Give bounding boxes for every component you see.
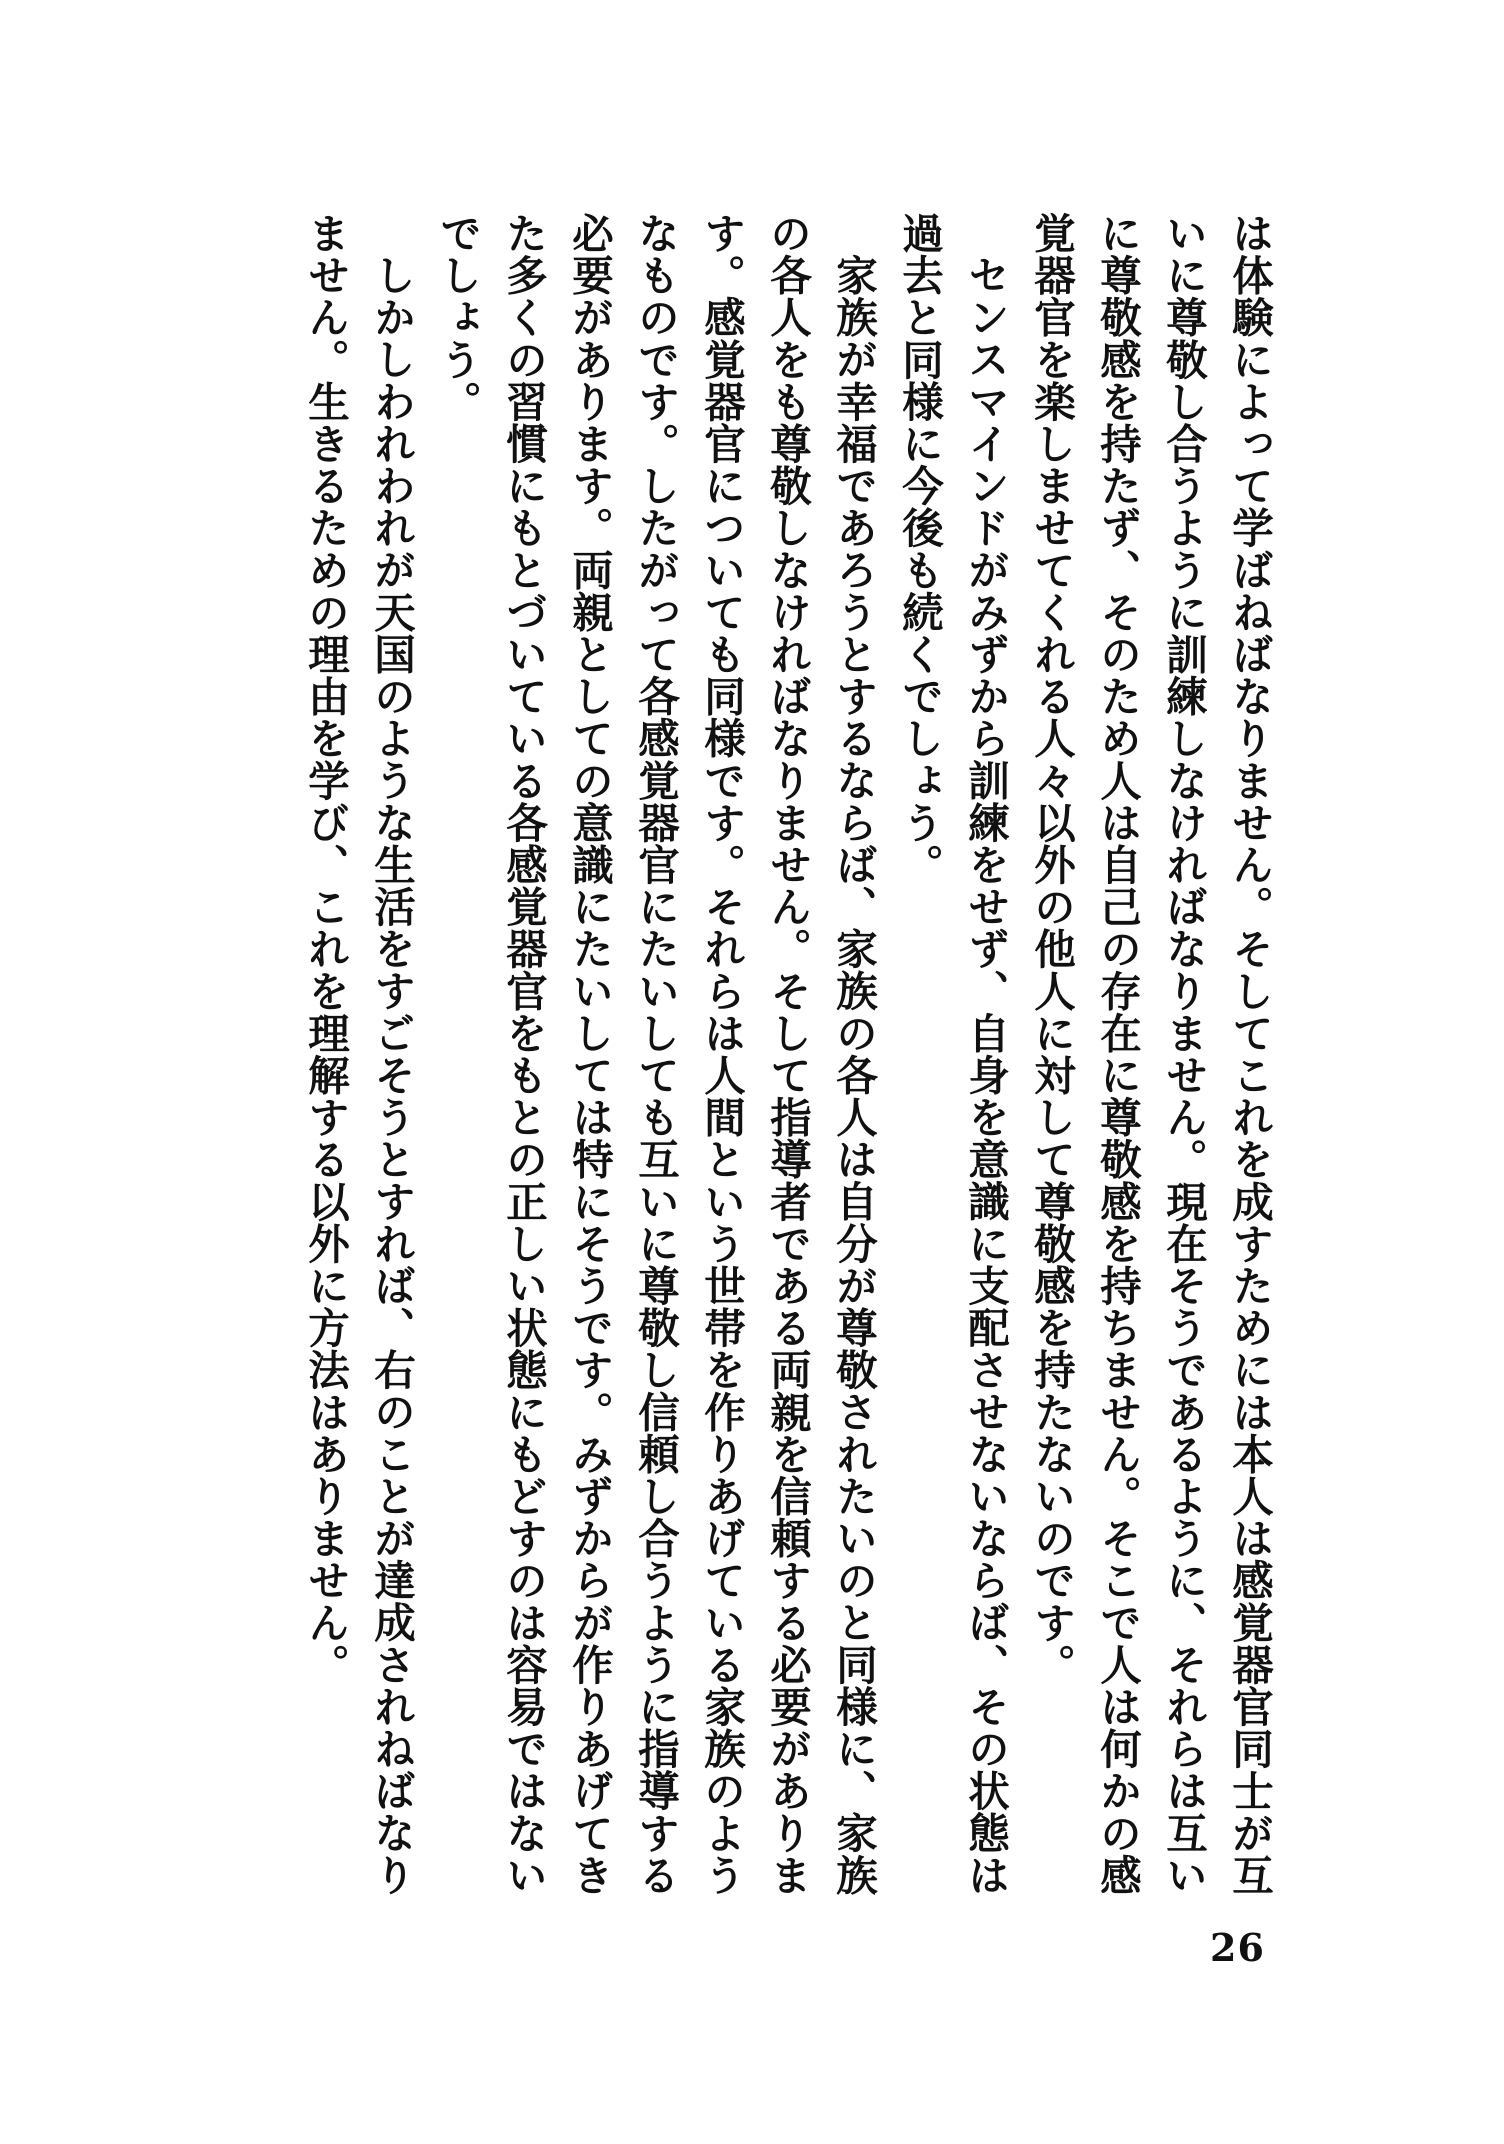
body-text <box>182 212 1282 1912</box>
page-number: 26 <box>1210 1925 1265 1970</box>
paragraph-3: 家族が幸福であろうとするならば、家族の各人は自分が尊敬されたいのと同様に、家族の各人をも尊敬しなければなりません。そして指導者である両親を信頼する必要があります。感覚器官についても同様です。それらは人間という世帯を作りあげている家族のようなものです。したがって各感覚器官にたいしても互いに尊敬し信頼し合うように指導する必要があります。両親としての意識にたいしては特にそうです。みずからが作りあげてきた多くの習慣にもとづいている各感覚器官をもとの正しい状態にもどすのは容易ではないでしょう。 <box>433 212 878 1896</box>
paragraph-2: センスマインドがみずから訓練をせず、自身を意識に支配させないならば、その状態は過去と同様に今後も続くでしょう。 <box>895 212 1010 1896</box>
paragraph-4: しかしわれわれが天国のような生活をすごそうとすれば、右のことが達成されねばなりません。生きるための理由を学び、これを理解する以外に方法はありません。 <box>301 212 416 1896</box>
paragraph-1: は体験によって学ばねばなりません。そしてこれを成すためには本人は感覚器官同士が互いに尊敬し合うように訓練しなければなりません。現在そうであるように、それらは互いに尊敬感を持たず、そのため人は自己の存在に尊敬感を持ちません。そこで人は何かの感覚器官を楽しませてくれる人々以外の他人に対して尊敬感を持たないのです。 <box>1027 212 1274 1896</box>
